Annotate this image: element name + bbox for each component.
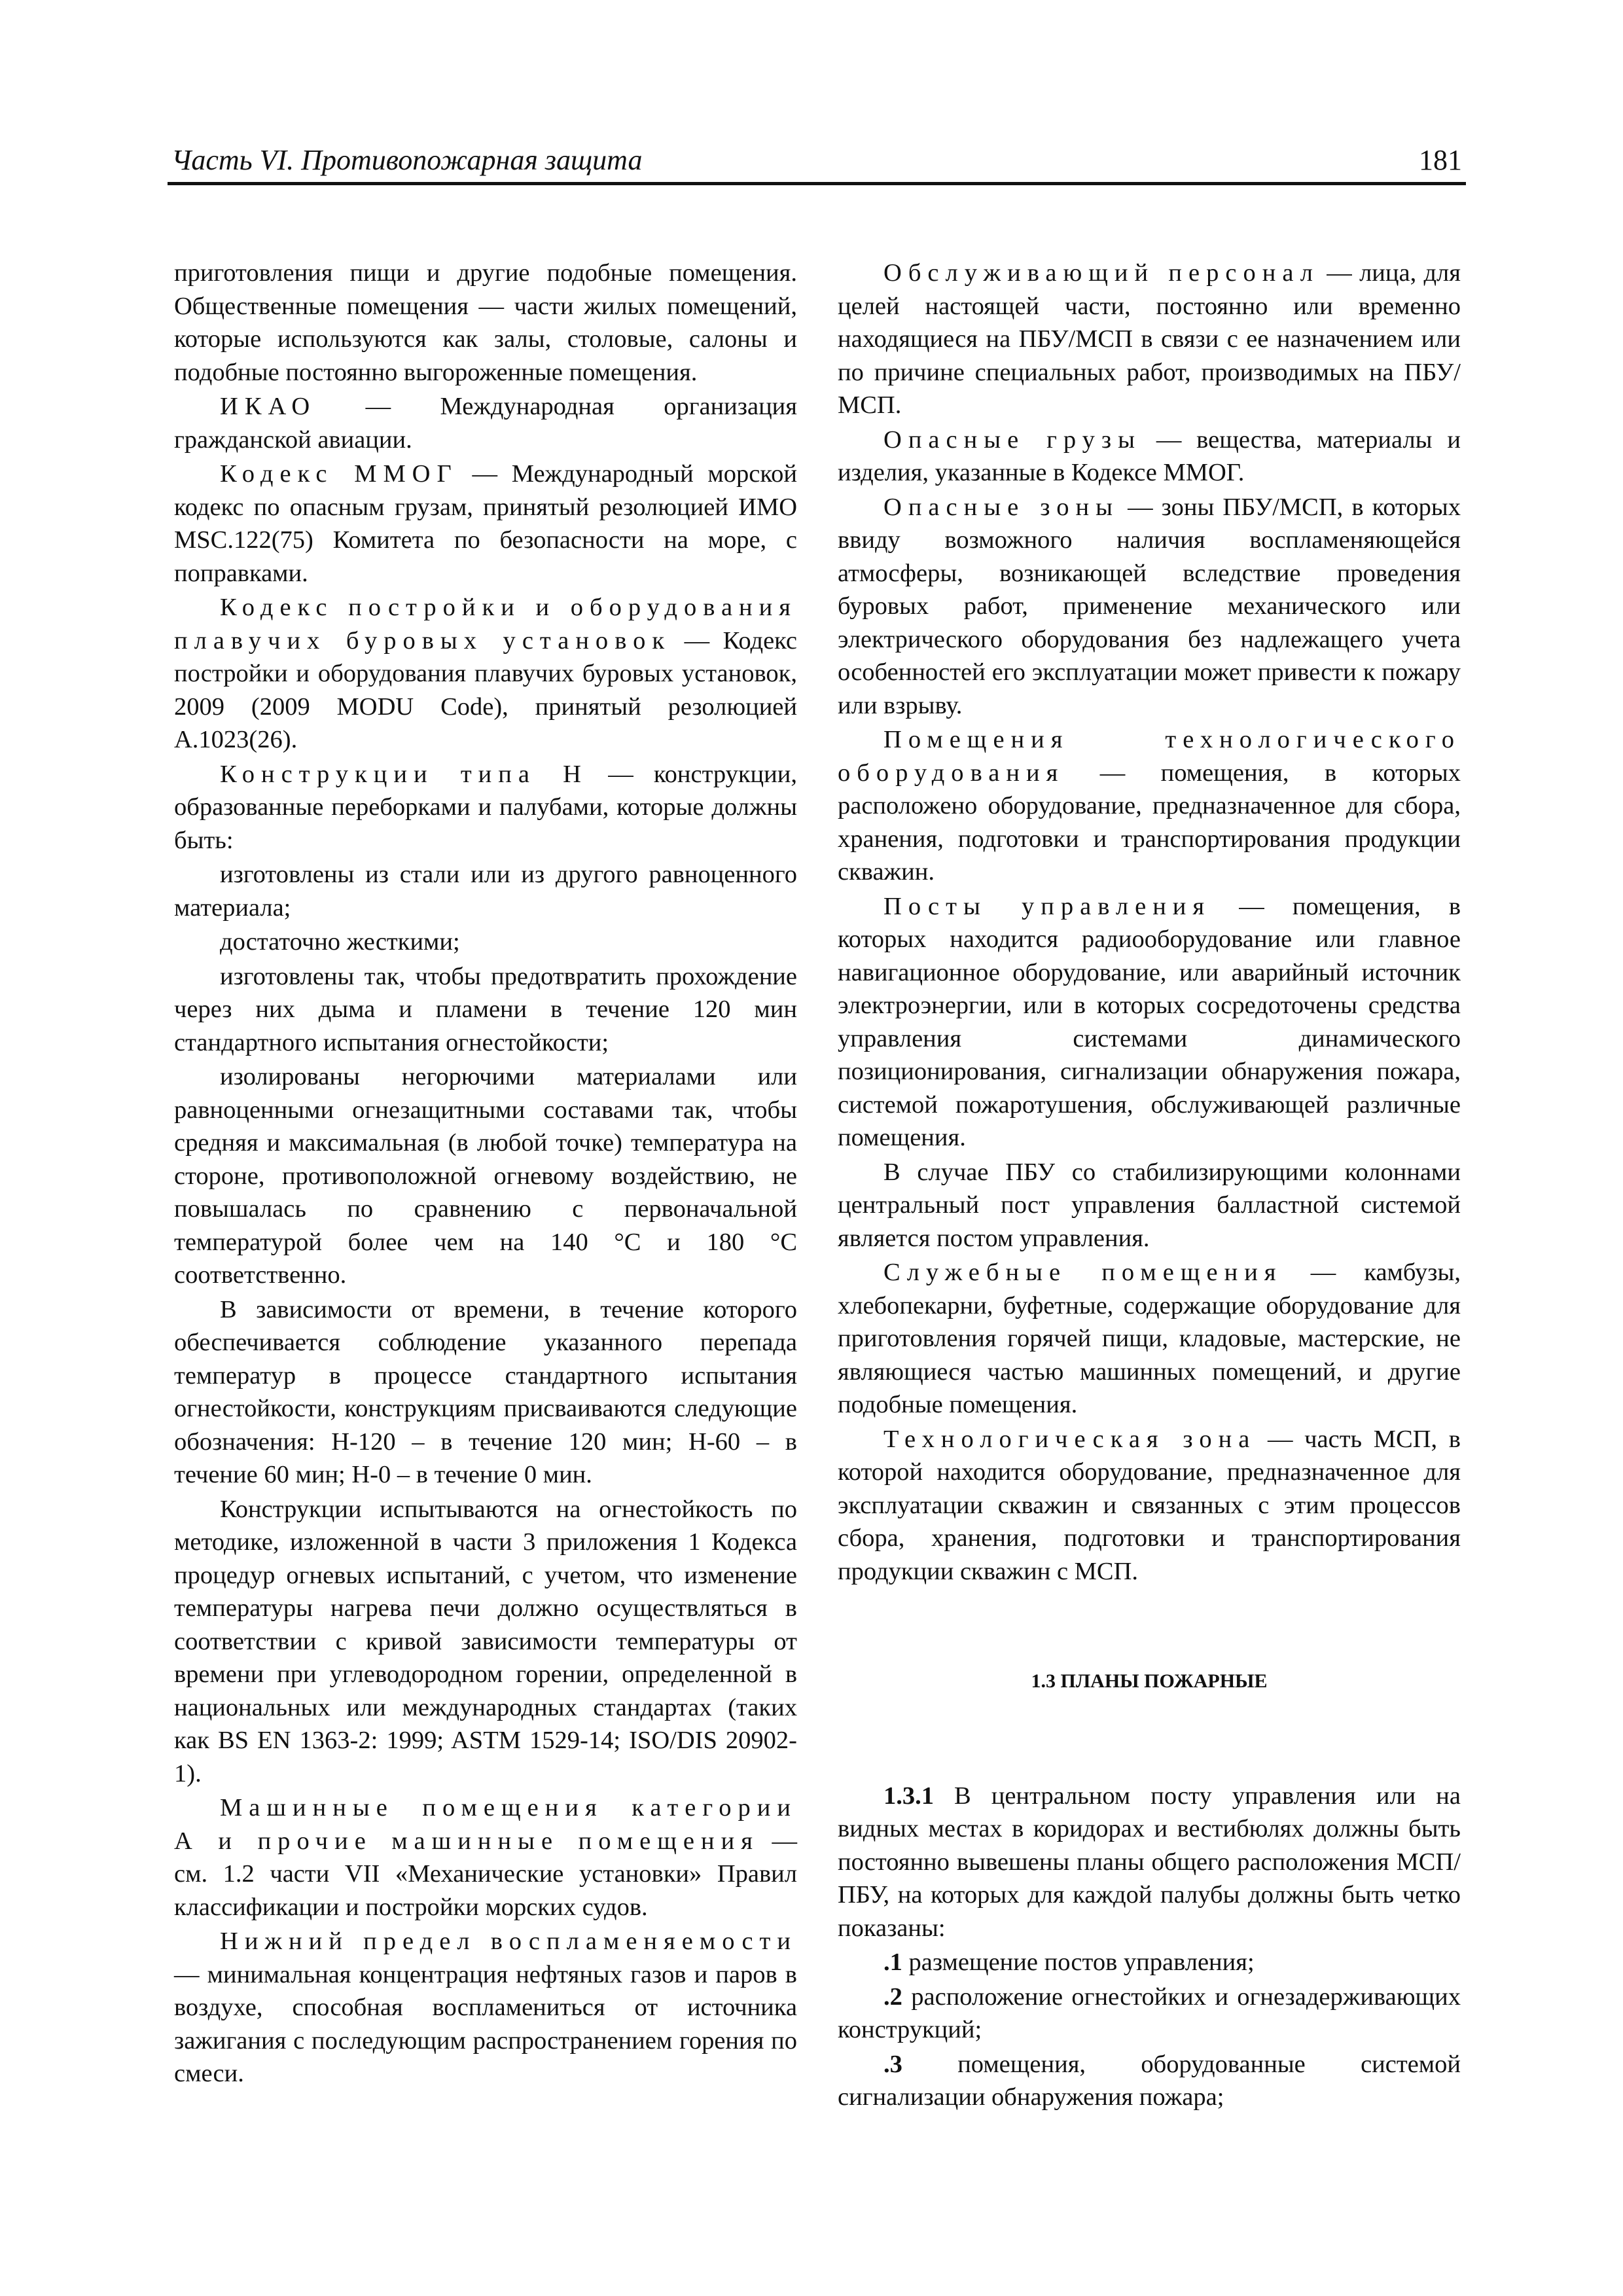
term: Посты управления <box>883 892 1211 920</box>
running-header <box>168 141 1466 185</box>
term: Кодекс ММОГ <box>220 460 458 488</box>
left-column <box>174 257 797 2092</box>
definition: — часть МСП, в которой находится оборудование, предназначенное для эксплуатации скважин и связанных с этим процессов сбора, хранения, подготовки и транспортирования продукции скважин с МСП. <box>838 1425 1461 1585</box>
term: ИКАО <box>220 393 317 420</box>
definition-paragraph <box>838 257 1461 422</box>
list-item <box>838 2048 1461 2114</box>
term: Технологическая зона <box>883 1425 1257 1453</box>
term: Обслуживающий персонал <box>883 259 1320 287</box>
paragraph-text: изолированы негорючими материалами или равноценными огнезащитными составами так, чтобы средняя и максимальная (в любой точке) температура на стороне, противоположной огневому воздействию, не повышалась по сравнению с первоначальной температурой более чем на 140 °C и 180 °C соответственно. <box>174 1063 797 1289</box>
definition: — Международная организация гражданской авиации. <box>174 393 797 454</box>
definition: — Международный морской кодекс по опасным грузам, принятый резолюцией ИМО MSC.122(75) Комитета по безопасности на море, с поправками. <box>174 460 797 587</box>
definition: — помещения, в которых находится радиооборудование или главное навигационное оборудование, или аварийный источник электроэнергии, или в которых сосредоточены средства управления системами динамического позиционирования, сигнализации обнаружения пожара, системой пожаротушения, обслуживающей различные помещения. <box>838 892 1461 1151</box>
term: Машинные помещения категории А и прочие машинные помещения <box>174 1794 797 1855</box>
paragraph-text: В случае ПБУ со стабилизирующими колоннами центральный пост управления балластной системой является постом управления. <box>838 1158 1461 1252</box>
paragraph-text: В центральном посту управления или на видных местах в коридорах и вестибюлях должны быть постоянно вывешены планы общего расположения МСП/ПБУ, на которых для каждой палубы должны быть четко показаны: <box>838 1782 1461 1942</box>
definition-paragraph <box>838 1423 1461 1588</box>
list-paragraph <box>174 960 797 1060</box>
definition: — см. 1.2 части VII «Механические установки» Правил классификации и постройки морских судов. <box>174 1827 797 1921</box>
definition: — помещения, в которых расположено оборудование, предназначенное для сбора, хранения, подготовки и транспортирования продукции скважин. <box>838 759 1461 886</box>
definition: — минимальная концентрация нефтяных газов и паров в воздухе, способная воспламениться от источника зажигания с последующим распространением горения по смеси. <box>174 1960 797 2087</box>
definition: — Кодекс постройки и оборудования плавучих буровых установок, 2009 (2009 MODU Code), принятый резолюцией A.1023(26). <box>174 626 797 753</box>
definition-paragraph <box>838 423 1461 490</box>
list-item-text: расположение огнестойких и огнезадерживающих конструкций; <box>838 1982 1461 2043</box>
definition: — камбузы, хлебопекарни, буфетные, содержащие оборудование для приготовления горячей пищи, кладовые, мастерские, не являющиеся частью машинных помещений, и другие подобные помещения. <box>838 1259 1461 1418</box>
right-column <box>838 257 1461 2115</box>
definition: — конструкции, образованные переборками и палубами, которые должны быть: <box>174 760 797 854</box>
item-number: .3 <box>883 2050 902 2078</box>
numbered-paragraph <box>838 1780 1461 1945</box>
paragraph <box>174 1493 797 1791</box>
definition-paragraph <box>838 1256 1461 1422</box>
paragraph-text: В зависимости от времени, в течение которого обеспечивается соблюдение указанного перепада температур в процессе стандартного испытания огнестойкости, конструкциям присваиваются следующие обозначения: H-120 – в течение 120 мин; H-60 – в течение 60 мин; H-0 – в течение 0 мин. <box>174 1295 797 1488</box>
definition-paragraph <box>838 723 1461 889</box>
paragraph <box>174 1293 797 1492</box>
definition-paragraph <box>838 890 1461 1155</box>
header-title: Часть VI. Противопожарная защита <box>171 144 643 176</box>
definition-paragraph <box>174 591 797 757</box>
definition-paragraph <box>174 1925 797 2090</box>
list-paragraph <box>174 858 797 924</box>
definition-paragraph <box>174 390 797 456</box>
list-paragraph <box>174 1060 797 1292</box>
item-number: .1 <box>883 1948 902 1976</box>
item-number: 1.3.1 <box>883 1782 934 1810</box>
term: Помещения технологического оборудования <box>838 726 1461 787</box>
page-number: 181 <box>1419 144 1462 176</box>
item-number: .2 <box>883 1982 902 2011</box>
paragraph <box>174 257 797 389</box>
definition: — вещества, материалы и изделия, указанные в Кодексе ММОГ. <box>838 425 1461 486</box>
term: Опасные зоны <box>883 493 1120 521</box>
term: Опасные грузы <box>883 425 1141 454</box>
paragraph-text: приготовления пищи и другие подобные помещения. Общественные помещения — части жилых помещений, которые используются как залы, столовые, салоны и подобные постоянно выгороженные помещения. <box>174 259 797 386</box>
paragraph-text: изготовлены так, чтобы предотвратить прохождение через них дыма и пламени в течение 120 мин стандартного испытания огнестойкости; <box>174 962 797 1056</box>
definition: — лица, для целей настоящей части, постоянно или временно находящиеся на ПБУ/МСП в связи с ее назначением или по причине специальных работ, производимых на ПБУ/МСП. <box>838 259 1461 419</box>
definition-paragraph <box>174 758 797 857</box>
term: Служебные помещения <box>883 1259 1283 1286</box>
list-item <box>838 1946 1461 1979</box>
term: Нижний предел воспламеняемости <box>220 1928 797 1955</box>
definition-paragraph <box>838 491 1461 723</box>
term: Кодекс постройки и оборудования плавучих буровых установок <box>174 594 797 655</box>
definition: — зоны ПБУ/МСП, в которых ввиду возможного наличия воспламеняющейся атмосферы, возникающей вследствие проведения буровых работ, применение механического или электрического оборудования без надлежащего учета особенностей его эксплуатации может привести к пожару или взрыву. <box>838 493 1461 719</box>
list-item-text: размещение постов управления; <box>902 1948 1255 1976</box>
paragraph-text: достаточно жесткими; <box>220 928 460 956</box>
list-paragraph <box>174 925 797 959</box>
section-title: 1.3 ПЛАНЫ ПОЖАРНЫЕ <box>1031 1670 1268 1692</box>
definition-paragraph <box>174 457 797 590</box>
list-item <box>838 1981 1461 2047</box>
paragraph-text: изготовлены из стали или из другого равноценного материала; <box>174 861 797 922</box>
paragraph-text: Конструкции испытываются на огнестойкость по методике, изложенной в части 3 приложения 1 Кодекса процедур огневых испытаний, с учетом, что изменение температуры нагрева печи должно осуществляться в соответствии с кривой зависимости температуры от времени при углеводородном горении, определенной в национальных или международных стандартах (таких как BS EN 1363-2: 1999; ASTM 1529-14; ISO/DIS 20902-1). <box>174 1495 797 1787</box>
paragraph <box>838 1156 1461 1255</box>
list-item-text: помещения, оборудованные системой сигнализации обнаружения пожара; <box>838 2050 1461 2111</box>
term: Конструкции типа H <box>220 760 588 788</box>
definition-paragraph <box>174 1791 797 1924</box>
